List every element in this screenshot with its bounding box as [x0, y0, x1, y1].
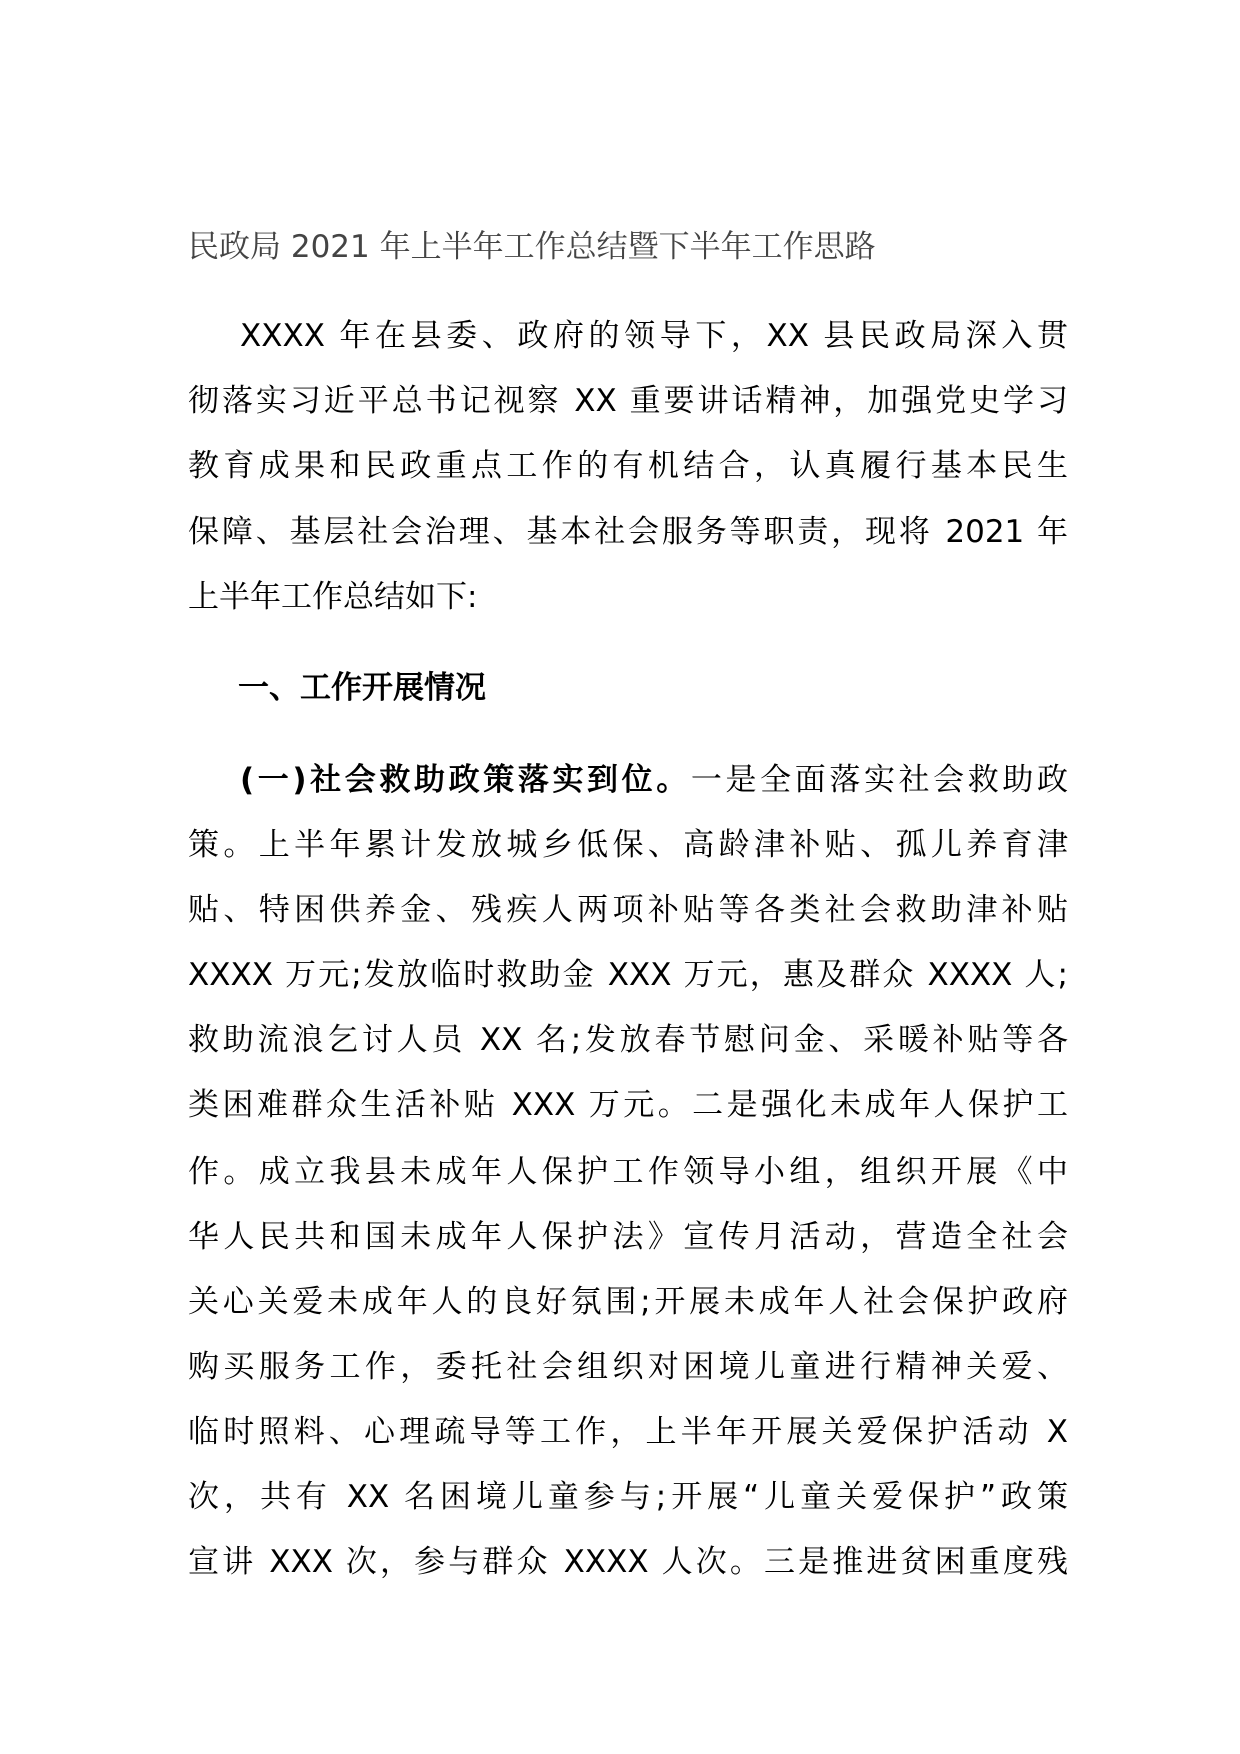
subsection-line-5: 救助流浪乞讨人员 XX 名;发放春节慰问金、采暖补贴等各: [188, 1022, 1068, 1058]
intro-line-5: 上半年工作总结如下:: [188, 579, 478, 615]
subsection-line-8: 华人民共和国未成年人保护法》宣传月活动，营造全社会: [188, 1219, 1068, 1255]
subsection-line-2: 策。上半年累计发放城乡低保、高龄津补贴、孤儿养育津: [188, 827, 1068, 863]
intro-line-4: 保障、基层社会治理、基本社会服务等职责，现将 2021 年: [188, 514, 1068, 550]
subsection-line-4: XXXX 万元;发放临时救助金 XXX 万元，惠及群众 XXXX 人;: [188, 957, 1068, 993]
subsection-line-1: [240, 748, 1068, 812]
subsection-line-9: 关心关爱未成年人的良好氛围;开展未成年人社会保护政府: [188, 1284, 1068, 1320]
document-title: 民政局 2021 年上半年工作总结暨下半年工作思路: [188, 229, 876, 265]
intro-line-1: XXXX 年在县委、政府的领导下，XX 县民政局深入贯: [240, 318, 1068, 354]
subsection-line-6: 类困难群众生活补贴 XXX 万元。二是强化未成年人保护工: [188, 1087, 1068, 1123]
subsection-bold-lead: (一)社会救助政策落实到位。: [240, 762, 691, 798]
intro-line-2: 彻落实习近平总书记视察 XX 重要讲话精神，加强党史学习: [188, 383, 1068, 419]
subsection-line-12: 次，共有 XX 名困境儿童参与;开展“儿童关爱保护”政策: [188, 1479, 1068, 1515]
section-heading-work-progress: 一、工作开展情况: [238, 670, 486, 706]
subsection-line-11: 临时照料、心理疏导等工作，上半年开展关爱保护活动 X: [188, 1414, 1068, 1450]
subsection-line-3: 贴、特困供养金、残疾人两项补贴等各类社会救助津补贴: [188, 892, 1068, 928]
subsection-first-line-rest: 一是全面落实社会救助政: [690, 762, 1068, 798]
subsection-line-10: 购买服务工作，委托社会组织对困境儿童进行精神关爱、: [188, 1349, 1068, 1385]
subsection-line-7: 作。成立我县未成年人保护工作领导小组，组织开展《中: [188, 1154, 1068, 1190]
subsection-line-13: 宣讲 XXX 次，参与群众 XXXX 人次。三是推进贫困重度残: [188, 1544, 1068, 1580]
intro-line-3: 教育成果和民政重点工作的有机结合，认真履行基本民生: [188, 448, 1068, 484]
